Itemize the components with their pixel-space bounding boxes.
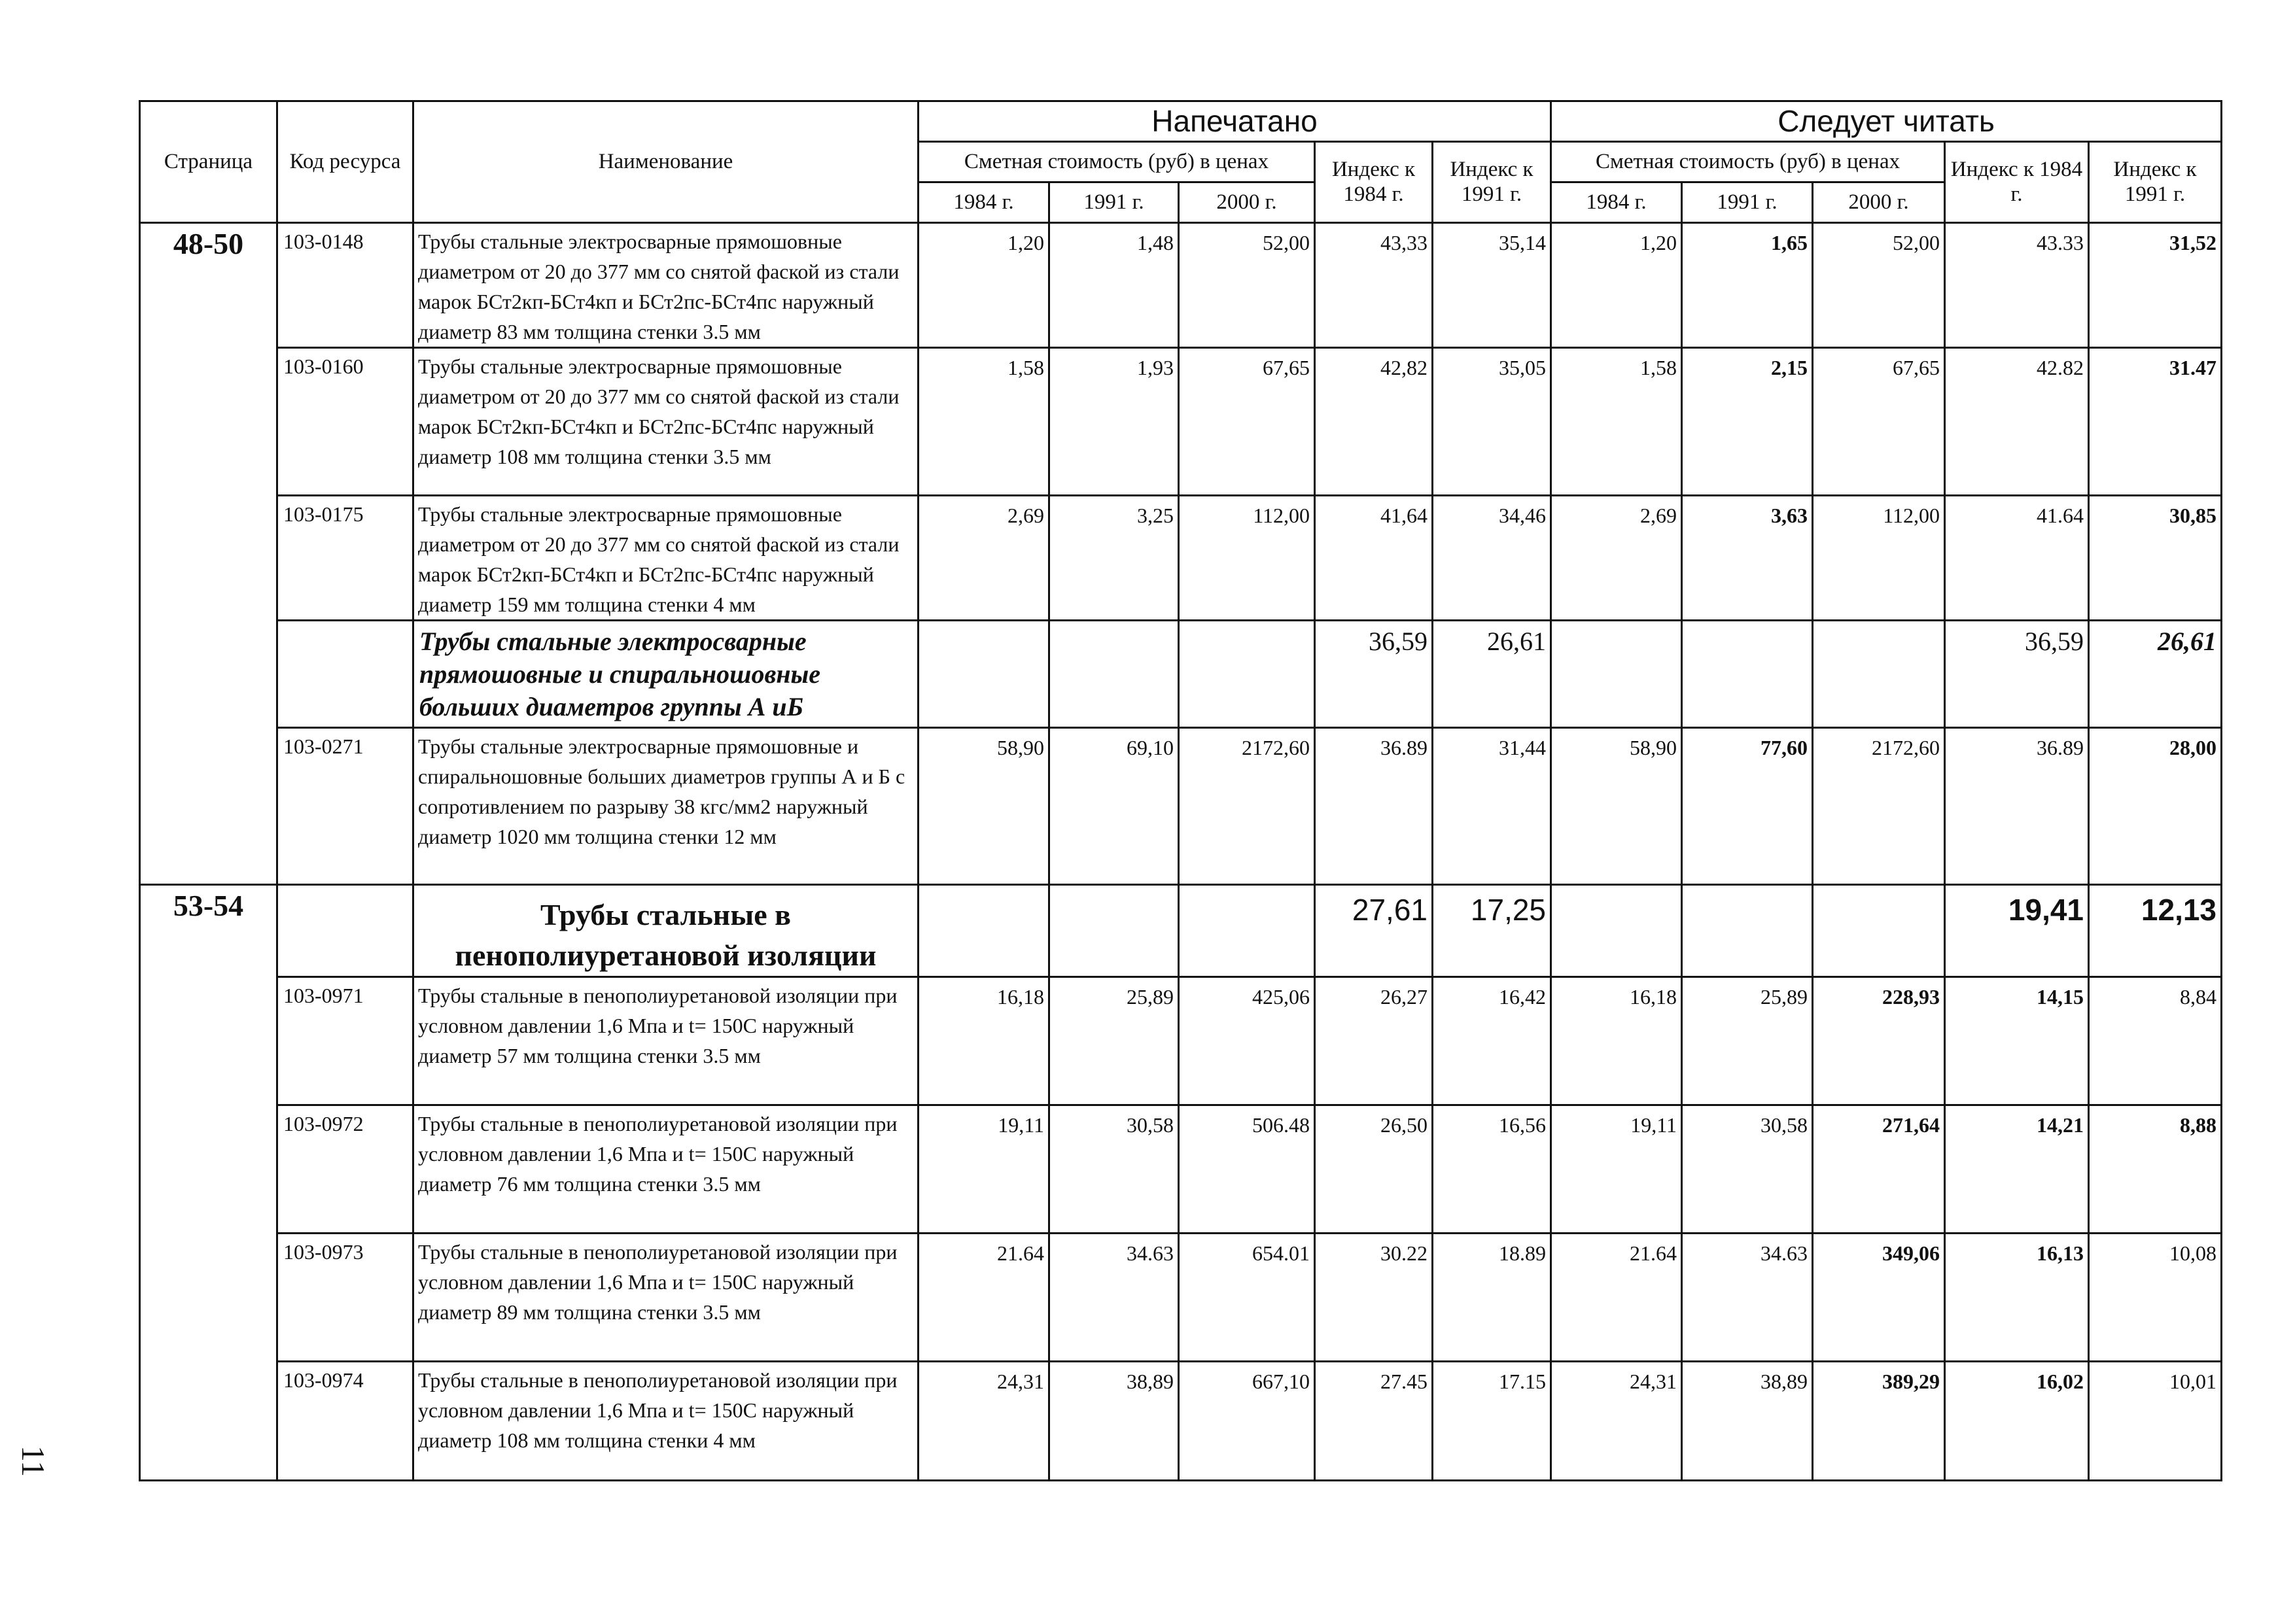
correct-index-1984: 41.64: [1945, 496, 2089, 621]
printed-1991: 1,48: [1049, 223, 1179, 348]
header-code: Код ресурса: [277, 101, 413, 223]
table-row: [140, 348, 2222, 496]
resource-code: 103-0973: [277, 1234, 413, 1362]
correct-index-1984: 16,02: [1945, 1362, 2089, 1481]
group-correct-index-1991: 26,61: [2089, 621, 2222, 728]
correct-2000: 228,93: [1813, 977, 1945, 1105]
resource-code: 103-0271: [277, 728, 413, 885]
printed-1984: 1,20: [919, 223, 1049, 348]
group-row: [140, 621, 2222, 728]
correct-index-1984: 16,13: [1945, 1234, 2089, 1362]
correct-2000: 67,65: [1813, 348, 1945, 496]
correct-index-1991: 31,52: [2089, 223, 2222, 348]
printed-1991: 1,93: [1049, 348, 1179, 496]
correct-1991: 30,58: [1682, 1105, 1813, 1234]
printed-index-1991: 31,44: [1433, 728, 1551, 885]
header-year-1984: 1984 г.: [1551, 182, 1682, 223]
printed-1984: 2,69: [919, 496, 1049, 621]
correct-index-1991: 30,85: [2089, 496, 2222, 621]
printed-index-1984: 30.22: [1315, 1234, 1433, 1362]
correct-index-1991: 31.47: [2089, 348, 2222, 496]
group-printed-index-1991: 26,61: [1433, 621, 1551, 728]
printed-1991: 34.63: [1049, 1234, 1179, 1362]
resource-code: 103-0974: [277, 1362, 413, 1481]
printed-2000: 67,65: [1179, 348, 1315, 496]
correct-1984: 24,31: [1551, 1362, 1682, 1481]
correct-2000: 349,06: [1813, 1234, 1945, 1362]
correct-index-1991: 10,08: [2089, 1234, 2222, 1362]
header-cost-printed: Сметная стоимость (руб) в ценах: [919, 142, 1315, 182]
correct-index-1984: 36.89: [1945, 728, 2089, 885]
header-year-1991: 1991 г.: [1682, 182, 1813, 223]
correct-2000: 52,00: [1813, 223, 1945, 348]
printed-2000: 52,00: [1179, 223, 1315, 348]
resource-name: Трубы стальные в пенополиуретановой изоляции при условном давлении 1,6 Мпа и t= 150С наружный диаметр 108 мм толщина стенки 4 мм: [413, 1362, 919, 1481]
printed-1984: 16,18: [919, 977, 1049, 1105]
resource-name: Трубы стальные в пенополиуретановой изоляции при условном давлении 1,6 Мпа и t= 150С наружный диаметр 89 мм толщина стенки 3.5 мм: [413, 1234, 919, 1362]
printed-index-1991: 16,42: [1433, 977, 1551, 1105]
table-row: [140, 728, 2222, 885]
resource-code: 103-0160: [277, 348, 413, 496]
printed-index-1984: 26,50: [1315, 1105, 1433, 1234]
correct-2000: 389,29: [1813, 1362, 1945, 1481]
table-row: [140, 977, 2222, 1105]
correct-index-1984: 14,21: [1945, 1105, 2089, 1234]
group-printed-index-1984: 36,59: [1315, 621, 1433, 728]
correct-index-1991: 10,01: [2089, 1362, 2222, 1481]
correct-2000: 112,00: [1813, 496, 1945, 621]
table-row: [140, 1234, 2222, 1362]
correct-1984: 2,69: [1551, 496, 1682, 621]
printed-index-1984: 36.89: [1315, 728, 1433, 885]
printed-2000: 667,10: [1179, 1362, 1315, 1481]
correct-1991: 77,60: [1682, 728, 1813, 885]
printed-1991: 3,25: [1049, 496, 1179, 621]
header-year-1984: 1984 г.: [919, 182, 1049, 223]
printed-1984: 19,11: [919, 1105, 1049, 1234]
empty-code: [277, 885, 413, 977]
table-row: [140, 1362, 2222, 1481]
printed-1984: 24,31: [919, 1362, 1049, 1481]
resource-code: 103-0175: [277, 496, 413, 621]
page-cell: 48-50: [140, 223, 277, 885]
correct-1984: 19,11: [1551, 1105, 1682, 1234]
header-index-1984-printed: Индекс к 1984 г.: [1315, 142, 1433, 223]
correction-sheet: [139, 100, 2220, 1481]
printed-1984: 21.64: [919, 1234, 1049, 1362]
page-number: 11: [15, 1445, 52, 1477]
resource-name: Трубы стальные электросварные прямошовные диаметром от 20 до 377 мм со снятой фаской из стали марок БСт2кп-БСт4кп и БСт2пс-БСт4пс наружный диаметр 159 мм толщина стенки 4 мм: [413, 496, 919, 621]
section-correct-index-1991: 12,13: [2089, 885, 2222, 977]
correct-index-1984: 42.82: [1945, 348, 2089, 496]
printed-index-1991: 18.89: [1433, 1234, 1551, 1362]
printed-index-1984: 27.45: [1315, 1362, 1433, 1481]
printed-2000: 425,06: [1179, 977, 1315, 1105]
header-year-2000: 2000 г.: [1179, 182, 1315, 223]
printed-1991: 69,10: [1049, 728, 1179, 885]
printed-index-1984: 26,27: [1315, 977, 1433, 1105]
correct-1991: 3,63: [1682, 496, 1813, 621]
printed-index-1991: 16,56: [1433, 1105, 1551, 1234]
resource-code: 103-0972: [277, 1105, 413, 1234]
printed-2000: 2172,60: [1179, 728, 1315, 885]
printed-1991: 38,89: [1049, 1362, 1179, 1481]
correct-index-1991: 8,84: [2089, 977, 2222, 1105]
header-page: Страница: [140, 101, 277, 223]
header-index-1984-correct: Индекс к 1984 г.: [1945, 142, 2089, 223]
section-printed-index-1991: 17,25: [1433, 885, 1551, 977]
correct-index-1984: 43.33: [1945, 223, 2089, 348]
errata-table: [139, 100, 2222, 1481]
correct-index-1991: 8,88: [2089, 1105, 2222, 1234]
correct-1991: 34.63: [1682, 1234, 1813, 1362]
header-index-1991-correct: Индекс к 1991 г.: [2089, 142, 2222, 223]
correct-2000: 2172,60: [1813, 728, 1945, 885]
correct-1984: 16,18: [1551, 977, 1682, 1105]
printed-2000: 112,00: [1179, 496, 1315, 621]
section-title-row: [140, 885, 2222, 977]
correct-1991: 38,89: [1682, 1362, 1813, 1481]
correct-index-1984: 14,15: [1945, 977, 2089, 1105]
resource-name: Трубы стальные в пенополиуретановой изоляции при условном давлении 1,6 Мпа и t= 150С наружный диаметр 76 мм толщина стенки 3.5 мм: [413, 1105, 919, 1234]
header-year-1991: 1991 г.: [1049, 182, 1179, 223]
header-name: Наименование: [413, 101, 919, 223]
correct-1991: 2,15: [1682, 348, 1813, 496]
empty-code: [277, 621, 413, 728]
printed-1991: 25,89: [1049, 977, 1179, 1105]
resource-name: Трубы стальные электросварные прямошовные и спиральношовные больших диаметров группы А и Б с сопротивлением по разрыву 38 кгс/мм2 наружный диаметр 1020 мм толщина стенки 12 мм: [413, 728, 919, 885]
table-row: [140, 1105, 2222, 1234]
section-title: Трубы стальные в пенополиуретановой изоляции: [413, 885, 919, 977]
printed-index-1984: 41,64: [1315, 496, 1433, 621]
table-row: [140, 223, 2222, 348]
table-header: [140, 101, 2222, 223]
printed-1984: 58,90: [919, 728, 1049, 885]
group-title: Трубы стальные электросварные прямошовные и спиральношовные больших диаметров группы А иБ: [413, 621, 919, 728]
header-printed: Напечатано: [919, 101, 1551, 142]
correct-1984: 58,90: [1551, 728, 1682, 885]
section-printed-index-1984: 27,61: [1315, 885, 1433, 977]
correct-1984: 1,58: [1551, 348, 1682, 496]
group-correct-index-1984: 36,59: [1945, 621, 2089, 728]
correct-1991: 25,89: [1682, 977, 1813, 1105]
header-year-2000: 2000 г.: [1813, 182, 1945, 223]
correct-index-1991: 28,00: [2089, 728, 2222, 885]
resource-name: Трубы стальные электросварные прямошовные диаметром от 20 до 377 мм со снятой фаской из стали марок БСт2кп-БСт4кп и БСт2пс-БСт4пс наружный диаметр 108 мм толщина стенки 3.5 мм: [413, 348, 919, 496]
correct-1991: 1,65: [1682, 223, 1813, 348]
page-cell: 53-54: [140, 885, 277, 1481]
header-cost-correct: Сметная стоимость (руб) в ценах: [1551, 142, 1945, 182]
resource-name: Трубы стальные электросварные прямошовные диаметром от 20 до 377 мм со снятой фаской из стали марок БСт2кп-БСт4кп и БСт2пс-БСт4пс наружный диаметр 83 мм толщина стенки 3.5 мм: [413, 223, 919, 348]
section-correct-index-1984: 19,41: [1945, 885, 2089, 977]
printed-index-1991: 17.15: [1433, 1362, 1551, 1481]
printed-1991: 30,58: [1049, 1105, 1179, 1234]
table-row: [140, 496, 2222, 621]
printed-index-1984: 42,82: [1315, 348, 1433, 496]
resource-code: 103-0148: [277, 223, 413, 348]
printed-2000: 506.48: [1179, 1105, 1315, 1234]
printed-2000: 654.01: [1179, 1234, 1315, 1362]
header-should-read: Следует читать: [1551, 101, 2222, 142]
printed-index-1991: 35,05: [1433, 348, 1551, 496]
resource-code: 103-0971: [277, 977, 413, 1105]
header-index-1991-printed: Индекс к 1991 г.: [1433, 142, 1551, 223]
printed-index-1991: 34,46: [1433, 496, 1551, 621]
correct-1984: 21.64: [1551, 1234, 1682, 1362]
correct-2000: 271,64: [1813, 1105, 1945, 1234]
printed-1984: 1,58: [919, 348, 1049, 496]
printed-index-1984: 43,33: [1315, 223, 1433, 348]
resource-name: Трубы стальные в пенополиуретановой изоляции при условном давлении 1,6 Мпа и t= 150С наружный диаметр 57 мм толщина стенки 3.5 мм: [413, 977, 919, 1105]
printed-index-1991: 35,14: [1433, 223, 1551, 348]
correct-1984: 1,20: [1551, 223, 1682, 348]
